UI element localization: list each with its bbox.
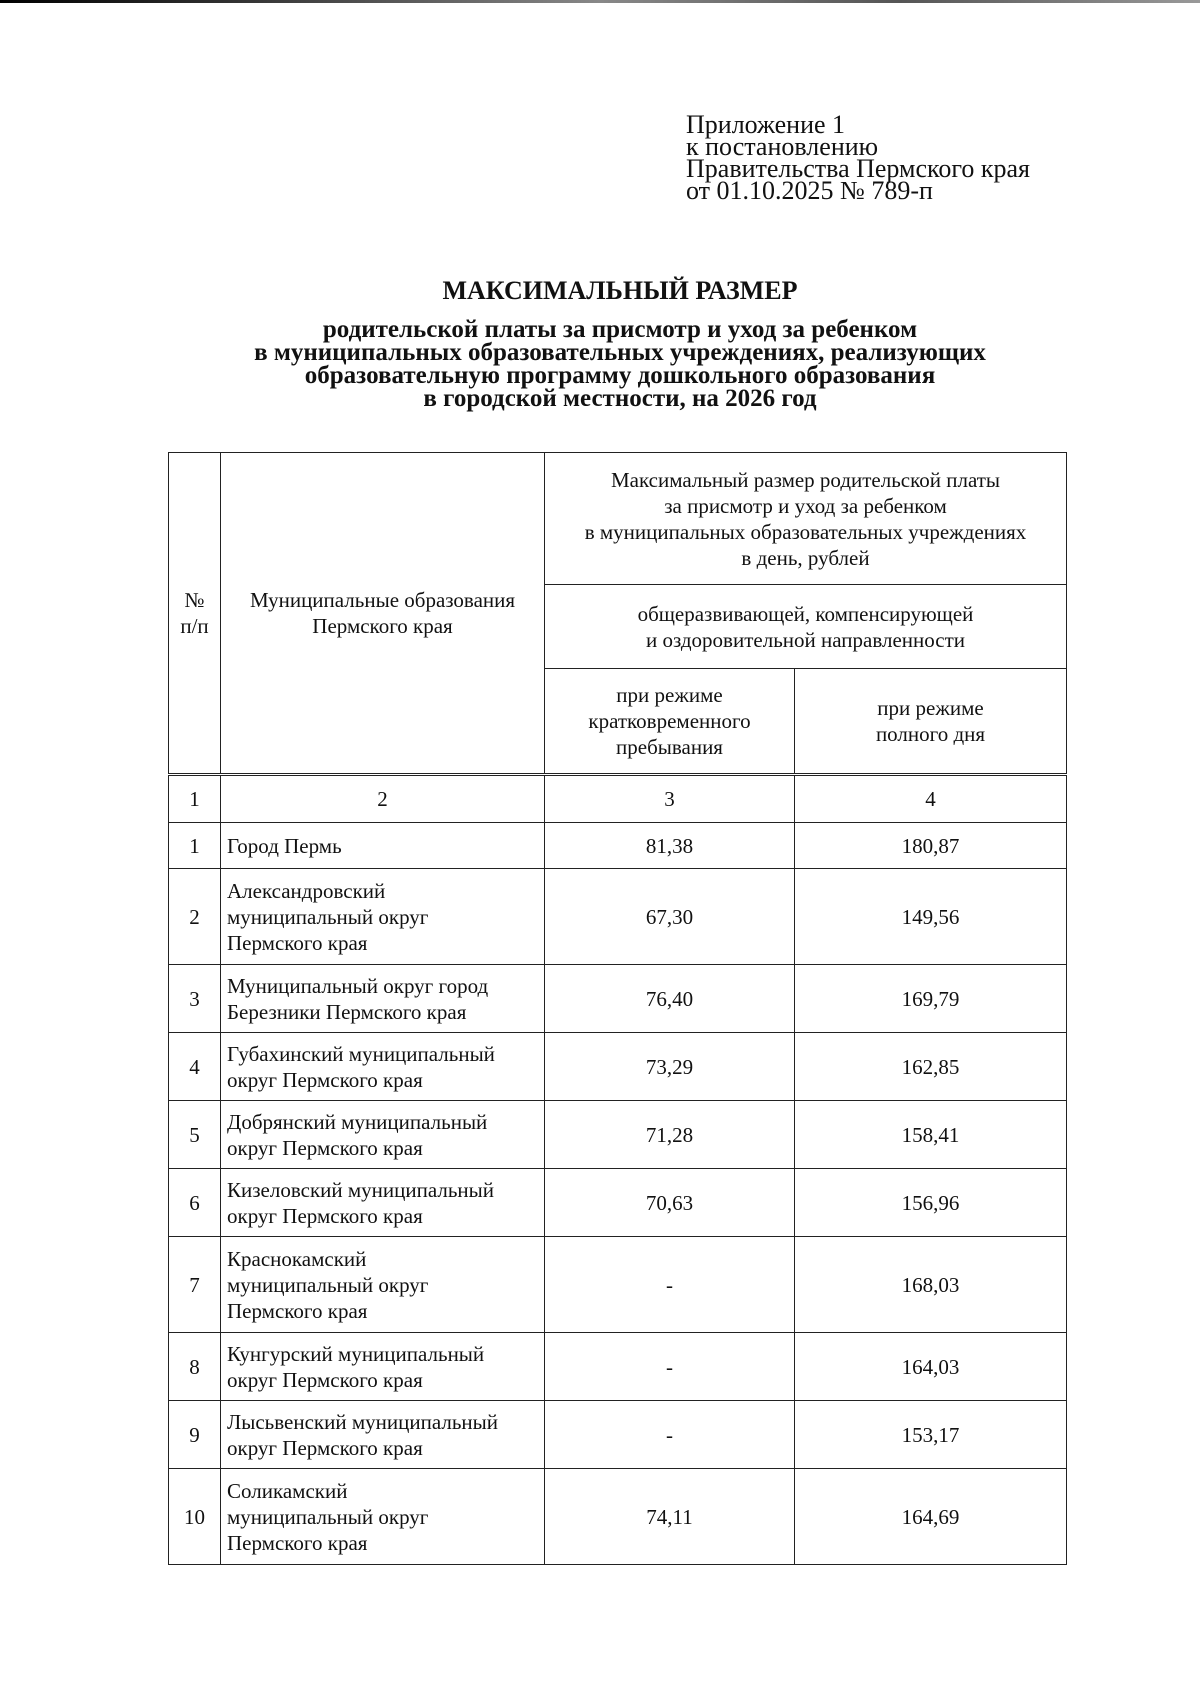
header-num: [169, 453, 221, 775]
header-num-line: №: [184, 588, 205, 612]
header-group-sub: [545, 585, 1067, 669]
title-main: МАКСИМАЛЬНЫЙ РАЗМЕР: [442, 276, 798, 305]
table-row: [169, 1169, 1067, 1237]
municipality-line: Лысьвенский муниципальный: [227, 1409, 498, 1434]
row-short-stay: 74,11: [545, 1469, 795, 1565]
row-municipality: [221, 1033, 545, 1101]
appendix-line: от 01.10.2025 № 789-п: [686, 176, 933, 205]
municipality-line: округ Пермского края: [227, 1367, 423, 1392]
row-short-stay: 71,28: [545, 1101, 795, 1169]
scan-edge: [0, 0, 1200, 3]
row-full-day: 180,87: [795, 823, 1067, 869]
row-short-stay: -: [545, 1401, 795, 1469]
row-full-day: 158,41: [795, 1101, 1067, 1169]
municipality-line: Александровский: [227, 878, 386, 903]
row-short-stay: 67,30: [545, 869, 795, 965]
header-group-line: в день, рублей: [741, 545, 870, 570]
header-short-line: кратковременного: [588, 709, 751, 733]
table-row: [169, 1101, 1067, 1169]
municipality-line: Пермского края: [227, 1530, 368, 1555]
row-municipality: [221, 1401, 545, 1469]
row-municipality: [221, 1169, 545, 1237]
row-num: 5: [169, 1101, 221, 1169]
row-num: 4: [169, 1033, 221, 1101]
header-row: [169, 453, 1067, 585]
subtitle-line: родительской платы за присмотр и уход за ребенком: [322, 316, 918, 343]
row-full-day: 164,69: [795, 1469, 1067, 1565]
header-num-line: п/п: [180, 614, 209, 638]
column-number: 1: [169, 775, 221, 823]
table-row: [169, 1237, 1067, 1333]
row-num: 2: [169, 869, 221, 965]
appendix-line: к постановлению: [686, 132, 879, 161]
header-short-stay: [545, 669, 795, 775]
row-full-day: 149,56: [795, 869, 1067, 965]
column-number: 4: [795, 775, 1067, 823]
header-municipality-line: Муниципальные образования: [249, 588, 516, 612]
appendix-line: Приложение 1: [686, 110, 846, 139]
row-municipality: [221, 1101, 545, 1169]
row-short-stay: -: [545, 1237, 795, 1333]
row-short-stay: 76,40: [545, 965, 795, 1033]
header-group-line: Максимальный размер родительской платы: [610, 467, 1001, 492]
header-sub-line: общеразвивающей, компенсирующей: [637, 601, 974, 626]
table-row: [169, 965, 1067, 1033]
table-row: [169, 869, 1067, 965]
municipality-line: Добрянский муниципальный: [227, 1109, 488, 1134]
header-municipality: [221, 453, 545, 775]
row-num: 3: [169, 965, 221, 1033]
municipality-line: округ Пермского края: [227, 1067, 423, 1092]
row-full-day: 168,03: [795, 1237, 1067, 1333]
document-title: [170, 276, 1070, 410]
header-municipality-line: Пермского края: [312, 614, 453, 638]
column-numbers-row: [169, 775, 1067, 823]
row-short-stay: 70,63: [545, 1169, 795, 1237]
row-num: 10: [169, 1469, 221, 1565]
municipality-line: округ Пермского края: [227, 1435, 423, 1460]
subtitle-line: образовательную программу дошкольного образования: [304, 362, 936, 389]
row-municipality: [221, 869, 545, 965]
table-row: [169, 1033, 1067, 1101]
table-row: [169, 823, 1067, 869]
row-full-day: 164,03: [795, 1333, 1067, 1401]
header-full-line: полного дня: [875, 722, 986, 746]
row-full-day: 169,79: [795, 965, 1067, 1033]
row-num: 1: [169, 823, 221, 869]
municipality-line: Пермского края: [227, 1298, 368, 1323]
appendix-line: Правительства Пермского края: [686, 154, 1030, 183]
row-municipality: [221, 965, 545, 1033]
municipality-line: муниципальный округ: [227, 1504, 429, 1529]
row-full-day: 156,96: [795, 1169, 1067, 1237]
row-municipality: [221, 1237, 545, 1333]
row-num: 9: [169, 1401, 221, 1469]
row-num: 7: [169, 1237, 221, 1333]
header-full-line: при режиме: [877, 696, 984, 720]
row-num: 8: [169, 1333, 221, 1401]
row-full-day: 153,17: [795, 1401, 1067, 1469]
table-row: [169, 1469, 1067, 1565]
header-sub-line: и оздоровительной направленности: [645, 627, 966, 652]
municipality-line: Кунгурский муниципальный: [227, 1341, 485, 1366]
row-full-day: 162,85: [795, 1033, 1067, 1101]
row-municipality: [221, 1333, 545, 1401]
table-row: [169, 1333, 1067, 1401]
municipality-line: муниципальный округ: [227, 1272, 429, 1297]
header-full-day: [795, 669, 1067, 775]
municipality-line: Муниципальный округ город: [227, 973, 489, 998]
column-number: 2: [221, 775, 545, 823]
subtitle-line: в городской местности, на 2026 год: [423, 385, 817, 412]
municipality-line: Пермского края: [227, 930, 368, 955]
row-short-stay: 73,29: [545, 1033, 795, 1101]
row-municipality: [221, 823, 545, 869]
municipality-line: Город Пермь: [227, 833, 342, 858]
municipality-line: Краснокамский: [227, 1246, 367, 1271]
fees-table: [168, 452, 1067, 1565]
row-municipality: [221, 1469, 545, 1565]
header-group-line: в муниципальных образовательных учреждениях: [584, 519, 1027, 544]
header-group-line: за присмотр и уход за ребенком: [664, 493, 947, 518]
header-group-main: [545, 453, 1067, 585]
row-short-stay: 81,38: [545, 823, 795, 869]
municipality-line: Кизеловский муниципальный: [227, 1177, 495, 1202]
municipality-line: округ Пермского края: [227, 1203, 423, 1228]
municipality-line: Соликамский: [227, 1478, 348, 1503]
header-short-line: пребывания: [616, 735, 723, 759]
subtitle-line: в муниципальных образовательных учреждениях, реализующих: [254, 339, 986, 366]
row-short-stay: -: [545, 1333, 795, 1401]
row-num: 6: [169, 1169, 221, 1237]
municipality-line: округ Пермского края: [227, 1135, 423, 1160]
column-number: 3: [545, 775, 795, 823]
header-short-line: при режиме: [616, 683, 723, 707]
title-subtitle: [170, 318, 1070, 410]
table-row: [169, 1401, 1067, 1469]
municipality-line: Губахинский муниципальный: [227, 1041, 495, 1066]
appendix-reference: [686, 110, 1030, 205]
municipality-line: муниципальный округ: [227, 904, 429, 929]
municipality-line: Березники Пермского края: [227, 999, 467, 1024]
